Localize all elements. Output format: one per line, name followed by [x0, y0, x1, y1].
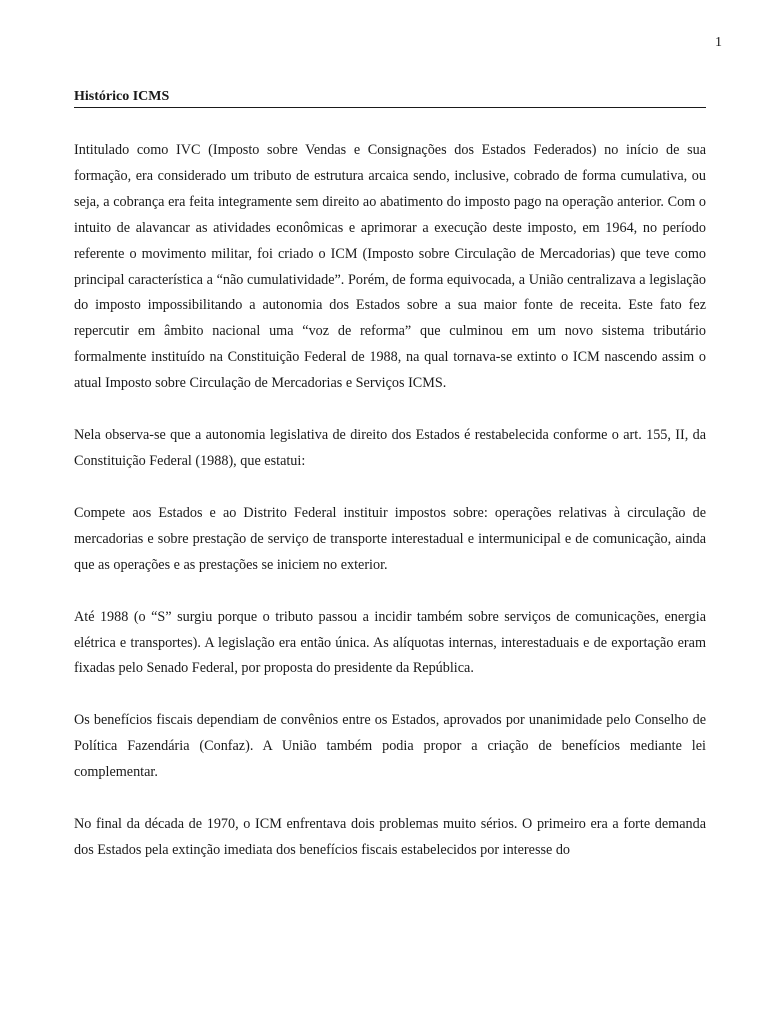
- section-heading: Histórico ICMS: [74, 88, 706, 108]
- paragraph-until-1988: Até 1988 (o “S” surgiu porque o tributo passou a incidir também sobre serviços de comunicações, energia elétrica e transportes). A legislação era então única. As alíquotas internas, interestaduais e de exportação eram fixadas pelo Senado Federal, por proposta do presidente da República.: [74, 608, 706, 677]
- paragraph-late-1970s: No final da década de 1970, o ICM enfrentava dois problemas muito sérios. O primeiro era a forte demanda dos Estados pela extinção imediata dos benefícios fiscais estabelecidos por interesse do: [74, 816, 706, 858]
- document-body: [74, 138, 706, 890]
- paragraph-constitution-quote: Compete aos Estados e ao Distrito Federal instituir impostos sobre: operações relativas à circulação de mercadorias e sobre prestação de serviço de transporte interestadual e intermunicipal e de comunicação, ainda que as operações e as prestações se iniciem no exterior.: [74, 504, 706, 573]
- page-number: 1: [715, 35, 722, 50]
- paragraph-history-ivc: Intitulado como IVC (Imposto sobre Vendas e Consignações dos Estados Federados) no início de sua formação, era considerado um tributo de estrutura arcaica sendo, inclusive, cobrado de forma cumulativa, ou seja, a cobrança era feita integramente sem direito ao abatimento do imposto pago na operação anterior. Com o intuito de alavancar as atividades econômicas e aprimorar a execução deste imposto, em 1964, no período referente o movimento militar, foi criado o ICM (Imposto sobre Circulação de Mercadorias) que teve como principal característica a “não cumulatividade”. Porém, de forma equivocada, a União centralizava a legislação do imposto impossibilitando a autonomia dos Estados sobre a sua maior fonte de receita. Este fato fez repercutir em âmbito nacional uma “voz de reforma” que culminou em um novo sistema tributário formalmente instituído na Constituição Federal de 1988, na qual tornava-se extinto o ICM nascendo assim o atual Imposto sobre Circulação de Mercadorias e Serviços ICMS.: [74, 142, 706, 392]
- paragraph-fiscal-benefits: Os benefícios fiscais dependiam de convênios entre os Estados, aprovados por unanimidade pelo Conselho de Política Fazendária (Confaz). A União também podia propor a criação de benefícios mediante lei complementar.: [74, 712, 706, 781]
- paragraph-constitution-reference: Nela observa-se que a autonomia legislativa de direito dos Estados é restabelecida conforme o art. 155, II, da Constituição Federal (1988), que estatui:: [74, 427, 706, 469]
